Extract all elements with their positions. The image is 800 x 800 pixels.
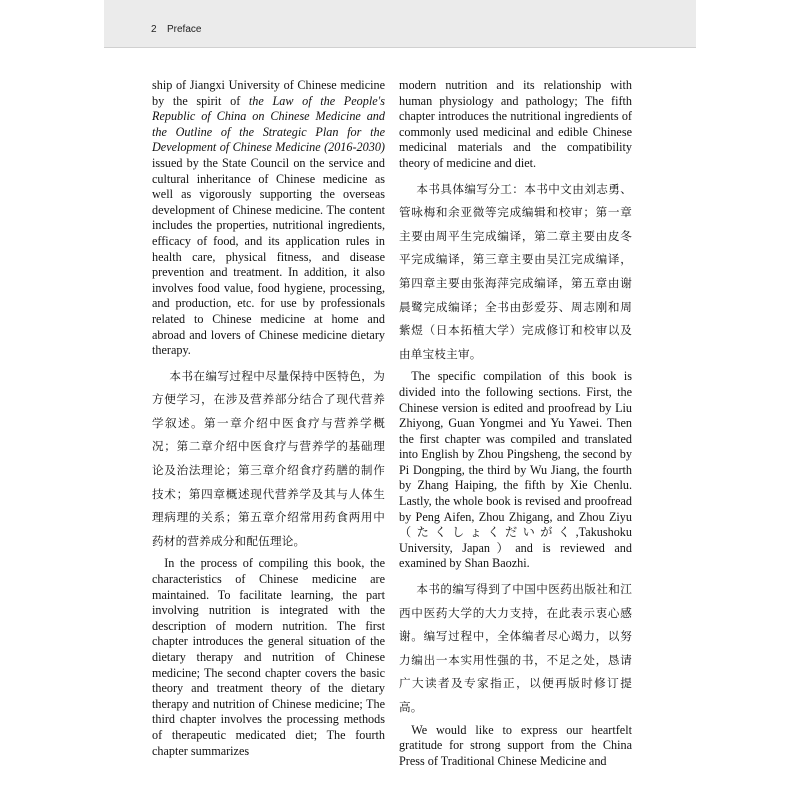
paragraph-en-division: The specific compilation of this book is divided into the following sections. First, the Chinese version is edited and proofread by Liu Zhiyong, Guan Yongmei and Yu Yawei. Then the first chapter was compiled and translated into English by Zhou Pingsheng, the second by Pi Dongping, the third by Wu Jiang, the fourth by Zhang Haiping, the fifth by Xie Chenlu. Lastly, the whole book is revised and proofread by Peng Aifen, Zhou Zhigang, and Zhou Ziyu（たくしょくだいがく,Takushoku University, Japan）and is reviewed and examined by Shan Baozhi. <box>399 369 632 571</box>
left-text-column <box>152 78 385 765</box>
right-text-column <box>399 78 632 775</box>
text-run: ship of Jiangxi University of Chinese medicine by the spirit of <box>152 78 385 108</box>
text-run: issued by the State Council on the service and cultural inheritance of Chinese medicine as well as vigorously supporting the overseas development of Chinese medicine. The content includes the properties, nutritional ingredients, efficacy of food, and its application rules in health care, physical fitness, and disease prevention and treatment. In addition, it also involves food value, food hygiene, processing, and production, etc. for use by professionals related to Chinese medicine at home and abroad and lovers of Chinese medicine dietary therapy. <box>152 155 385 358</box>
paragraph-en-acknowledgement: We would like to express our heartfelt gratitude for strong support from the China Press of Traditional Chinese Medicine and <box>399 722 632 768</box>
paragraph-zh-overview: 本书在编写过程中尽量保持中医特色，为方便学习，在涉及营养部分结合了现代营养学叙述。第一章介绍中医食疗与营养学概况；第二章介绍中医食疗与营养学的基础理论及治法理论；第三章介绍食疗药膳的制作技术；第四章概述现代营养学及其与人体生理病理的关系；第五章介绍常用药食两用中药材的营养成分和配伍理论。 <box>152 368 385 548</box>
page-number: 2 <box>151 24 157 35</box>
paragraph-zh-division: 本书具体编写分工：本书中文由刘志勇、管咏梅和余亚微等完成编辑和校审；第一章主要由周平生完成编译，第二章主要由皮冬平完成编译，第三章主要由吴江完成编译，第四章主要由张海萍完成编译，第五章由谢晨鹭完成编译；全书由彭爱芬、周志刚和周紫煜（日本拓植大学）完成修订和校审以及由单宝枝主审。 <box>399 181 632 361</box>
paragraph-zh-acknowledgement: 本书的编写得到了中国中医药出版社和江西中医药大学的大力支持，在此表示衷心感谢。编写过程中，全体编者尽心竭力，以努力编出一本实用性强的书，不足之处，恳请广大读者及专家指正，以便再版时修订提高。 <box>399 582 632 714</box>
italic-document-titles: the Law of the People's Republic of China on Chinese Medicine and the Outline of the Strategic Plan for the Development of Chinese Medicine (2016-2030) <box>152 93 385 155</box>
paragraph-en-continued <box>152 78 385 359</box>
paragraph-en-overview: In the process of compiling this book, the characteristics of Chinese medicine are maintained. To facilitate learning, the part involving nutrition is integrated with the description of modern nutrition. The first chapter introduces the general situation of the dietary therapy and nutrition of Chinese medicine; The second chapter covers the basic theory and treatment theory of the dietary therapy and nutrition of Chinese medicine; The third chapter involves the processing methods of therapeutic medicated diet; The fourth chapter summarizes <box>152 556 385 758</box>
running-head-title: Preface <box>167 24 202 35</box>
paragraph-en-chapters-cont: modern nutrition and its relationship with human physiology and pathology; The fifth chapter introduces the nutritional ingredients of commonly used medicinal and edible Chinese medicinal materials and the compatibility theory of medicine and diet. <box>399 78 632 170</box>
